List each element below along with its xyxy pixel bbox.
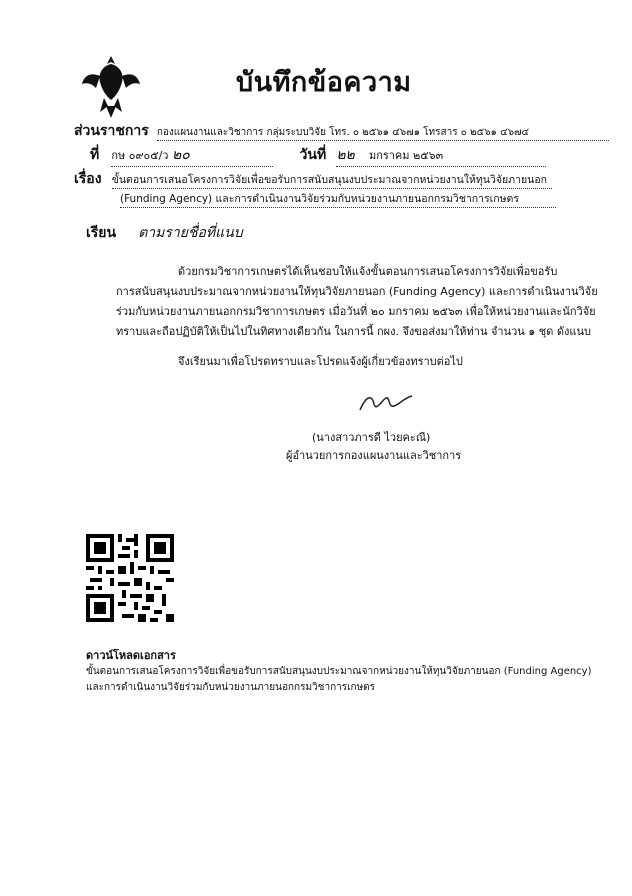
ref-field bbox=[111, 144, 273, 167]
para1-line1: ด้วยกรมวิชาการเกษตรได้เห็นชอบให้แจ้งขั้นตอนการเสนอโครงการวิจัยเพื่อขอรับ bbox=[178, 265, 558, 278]
to-handwritten: ตามรายชื่อที่แนบ bbox=[138, 225, 243, 241]
to-label: เรียน bbox=[86, 225, 117, 241]
download-link-line2[interactable]: และการดำเนินงานวิจัยร่วมกับหน่วยงานภายนอกกรมวิชาการเกษตร bbox=[86, 682, 376, 693]
download-link-line1[interactable]: ขั้นตอนการเสนอโครงการวิจัยเพื่อขอรับการสนับสนุนงบประมาณจากหน่วยงานให้ทุนวิจัยภายนอก (Funding Agency) bbox=[86, 666, 592, 677]
subject-block-2 bbox=[120, 190, 600, 208]
memo-title: บันทึกข้อความ bbox=[236, 67, 412, 98]
department-line bbox=[74, 120, 614, 142]
date-field bbox=[336, 144, 546, 167]
department-label: ส่วนราชการ bbox=[74, 123, 149, 139]
download-label: ดาวน์โหลดเอกสาร bbox=[86, 649, 176, 662]
date-handwritten: ๒๒ bbox=[336, 147, 355, 163]
department-value: กองแผนงานและวิชาการ กลุ่มระบบวิจัย โทร. ๐ ๒๕๖๑ ๔๖๗๑ โทรสาร ๐ ๒๕๖๑ ๔๖๗๔ bbox=[157, 125, 609, 141]
garuda-emblem-icon bbox=[80, 50, 142, 120]
para2: จึงเรียนมาเพื่อโปรดทราบและโปรดแจ้งผู้เกี่ยวข้องทราบต่อไป bbox=[178, 355, 463, 368]
para1-line3: ร่วมกับหน่วยงานภายนอกกรมวิชาการเกษตร เมื่อวันที่ ๒๐ มกราคม ๒๕๖๓ เพื่อให้หน่วยงานและนักวิจัย bbox=[116, 305, 596, 318]
to-line bbox=[86, 222, 243, 244]
ref-handwritten: ๒๐ bbox=[171, 147, 190, 163]
para1-line2: การสนับสนุนงบประมาณจากหน่วยงานให้ทุนวิจัยภายนอก (Funding Agency) และการดำเนินงานวิจัย bbox=[116, 285, 598, 298]
date-label: วันที่ bbox=[299, 147, 327, 163]
signatory-position: ผู้อำนวยการกองแผนงานและวิชาการ bbox=[286, 449, 462, 462]
para1-line4: ทราบและถือปฏิบัติให้เป็นไปในทิศทางเดียวกัน ในการนี้ กผง. จึงขอส่งมาให้ท่าน จำนวน ๑ ชุด ดังแนบ bbox=[116, 325, 592, 338]
subject-block bbox=[74, 168, 614, 190]
date-value: มกราคม ๒๕๖๓ bbox=[368, 149, 444, 162]
ref-date-line bbox=[90, 144, 610, 167]
signature-scribble-icon bbox=[356, 390, 416, 416]
signatory-name: (นางสาวภารดี ไวยคะณี) bbox=[312, 431, 431, 444]
ref-label: ที่ bbox=[90, 147, 100, 163]
subject-label: เรื่อง bbox=[74, 171, 102, 187]
subject-line-1: ขั้นตอนการเสนอโครงการวิจัยเพื่อขอรับการสนับสนุนงบประมาณจากหน่วยงานให้ทุนวิจัยภายนอก bbox=[112, 171, 552, 189]
ref-value: กษ ๐๙๐๕/ว bbox=[111, 149, 169, 162]
qr-code-icon[interactable] bbox=[86, 534, 174, 622]
subject-line-2: (Funding Agency) และการดำเนินงานวิจัยร่วมกับหน่วยงานภายนอกกรมวิชาการเกษตร bbox=[120, 190, 556, 208]
